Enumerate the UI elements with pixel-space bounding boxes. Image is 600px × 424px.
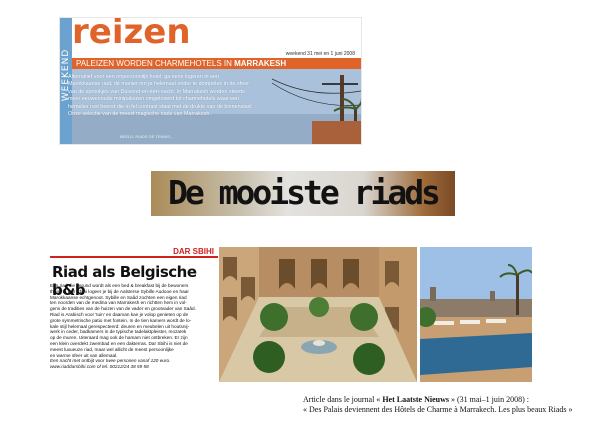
body-line: werk in ceder, badkamers in de typische tadelaktpleister, mozaïek bbox=[50, 329, 187, 335]
article bbox=[50, 247, 218, 368]
caption bbox=[303, 395, 593, 415]
body-line: kale stijl helemaal gerespecteerd: deuren en meubelen uit houtsnij- bbox=[50, 323, 190, 329]
caption-newspaper: Het Laatste Nieuws bbox=[382, 395, 449, 404]
intro-line: Onze selectie van de meest magische riads van Marrakesh. bbox=[68, 111, 211, 118]
caption-line-2: « Des Palais deviennent des Hôtels de Charme à Marrakech. Les plus beaux Riads » bbox=[303, 405, 573, 414]
article-kicker: DAR SBIHI bbox=[173, 247, 214, 256]
riad-courtyard-illustration bbox=[219, 247, 417, 382]
intro-text bbox=[68, 74, 264, 118]
body-line: Marokkaanse echtgenoot. Sybille en Saâd zochten een eigen riad bbox=[50, 294, 187, 300]
main-headline-box bbox=[151, 171, 455, 216]
body-line: meest luxueuze riad, maar wel allicht de meest persoonlijke bbox=[50, 346, 174, 352]
weekend-label: WEEKEND bbox=[61, 48, 71, 102]
top-headline-bold: MARRAKESH bbox=[234, 59, 287, 68]
body-line: thuis. In Dar Sbihi logeer je bij de Aalsterse Sybille Audooe en haar bbox=[50, 288, 189, 294]
photo-credit: BEELD: RIADS DE TENNIS... bbox=[120, 134, 174, 139]
intro-line: Alternatief voor een onpersoonlijk hotel: ga eens logeren in een bbox=[68, 74, 220, 80]
kicker-rule bbox=[50, 256, 218, 258]
contact-line: www.riaddarsbihi.com of tel. 00212/24 38 59 58 bbox=[50, 364, 149, 370]
intro-line: meer eeuwenoude minipaleizen omgetoverd tot charmehotels waar een bbox=[68, 96, 240, 103]
intro-line: hemelse rust heerst die in fel contrast staat met de drukte van de binnenstad. bbox=[68, 103, 253, 110]
body-line: grote symmetrische patio met fontein. In de tien kamers wordt de lo- bbox=[50, 317, 192, 323]
body-line: Een riad die gerund wordt als een bed & breakfast bij de bewoners bbox=[50, 283, 189, 288]
main-headline: De mooiste riads bbox=[168, 173, 438, 212]
rooftop-pool-illustration bbox=[420, 247, 532, 382]
riad-courtyard-photo bbox=[219, 247, 417, 382]
body-line: ten noorden van de medina van Marrakesh en richtten hem in vol- bbox=[50, 300, 187, 306]
intro-line: Marokkaanse riad, dé manier om je helemaal onder te dompelen in de sfeer bbox=[68, 81, 249, 88]
caption-suffix: » (31 mai–1 juin 2008) : bbox=[450, 395, 529, 404]
top-clipping bbox=[60, 18, 361, 144]
top-headline-plain: PALEIZEN WORDEN CHARMEHOTELS IN bbox=[76, 59, 232, 68]
top-headline-band bbox=[72, 58, 361, 69]
body-line: Riad is Arabisch voor 'tuin' en daarvan kan je volop genieten op de bbox=[50, 311, 189, 317]
section-title: reizen bbox=[72, 18, 191, 52]
price-line: Een nacht met ontbijt voor twee personen vanaf 120 euro. bbox=[50, 358, 171, 364]
body-line: en warme sfeer uit van allemaal. bbox=[50, 352, 118, 358]
article-body bbox=[50, 283, 218, 370]
article-title: Riad als Belgische b&b bbox=[52, 263, 197, 299]
caption-line-1 bbox=[303, 395, 593, 405]
caption-prefix: Article dans le journal « bbox=[303, 395, 381, 404]
intro-line: van de sprookjes van Duizend-en-één-nacht. In Marrakesh worden steeds bbox=[68, 88, 245, 95]
issue-date: weekend 31 mei en 1 juni 2008 bbox=[285, 51, 355, 57]
body-line: een klein overdekt zwembad en een dakterras. Dar Sbihi is niet de bbox=[50, 340, 188, 346]
body-line: gens de tradities van de huizen van de vader en grootvader van Saâd. bbox=[50, 306, 196, 312]
rooftop-pool-photo bbox=[420, 247, 532, 382]
body-line: op de muren. Uiteraard mag ook de hamam niet ontbreken. Er zijn bbox=[50, 335, 188, 341]
